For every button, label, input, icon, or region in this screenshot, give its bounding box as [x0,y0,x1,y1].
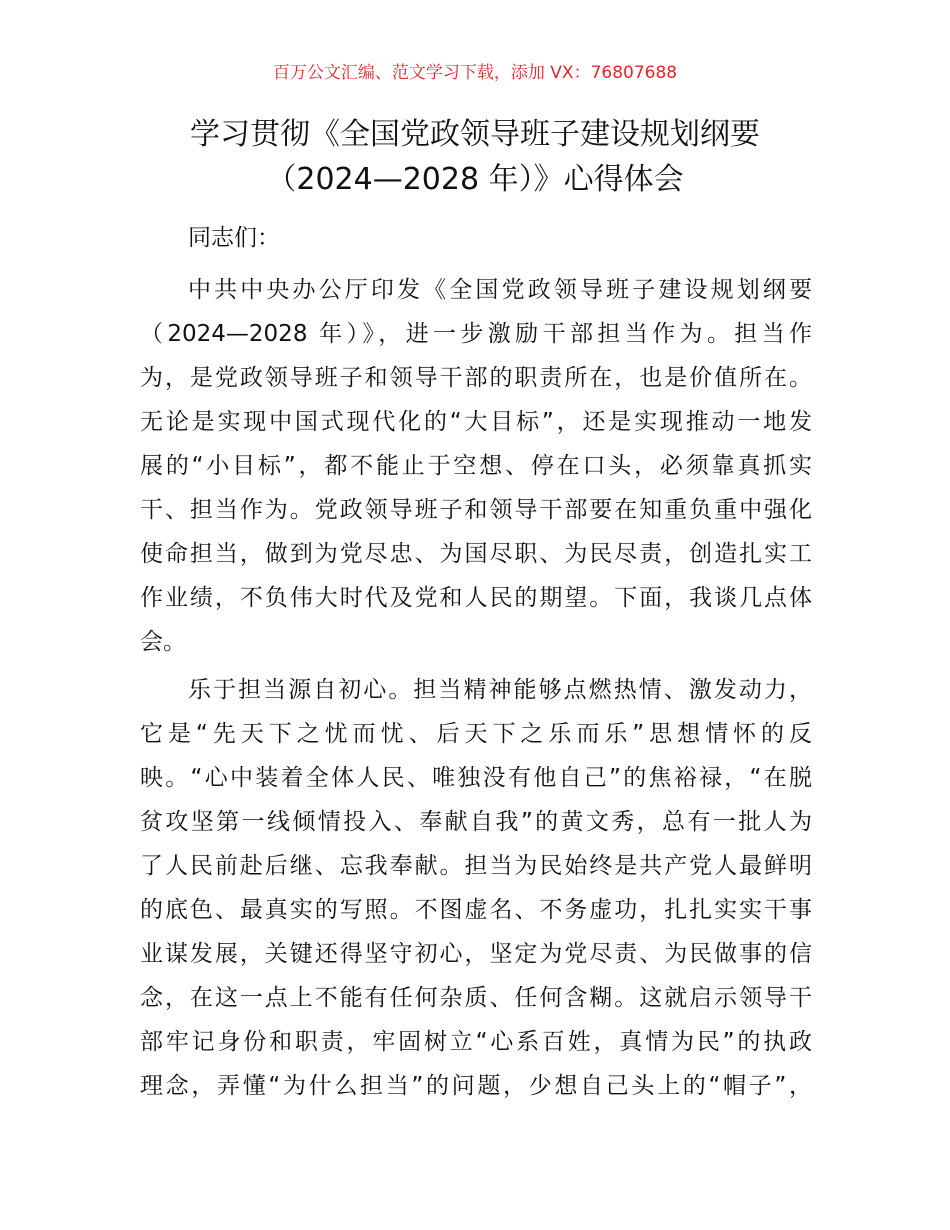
salutation: 同志们： [188,225,280,251]
paragraph-2-line: 贫攻坚第一线倾情投入、奉献自我”的黄文秀，总有一批人为 [140,809,812,835]
paragraph-1-line: 为，是党政领导班子和领导干部的职责所在，也是价值所在。 [140,365,812,391]
document-title-line-1: 学习贯彻《全国党政领导班子建设规划纲要 [190,117,760,152]
paragraph-2-line: 念，在这一点上不能有任何杂质、任何含糊。这就启示领导干 [140,985,812,1011]
paragraph-1-line: 会。 [140,629,186,655]
paragraph-2-line: 了人民前赴后继、忘我奉献。担当为民始终是共产党人最鲜明 [140,853,812,879]
paragraph-1-line: 中共中央办公厅印发《全国党政领导班子建设规划纲要 [188,277,812,303]
paragraph-1-line: （2024—2028 年）》，进一步激励干部担当作为。担当作 [140,321,812,347]
paragraph-2-line: 乐于担当源自初心。担当精神能够点燃热情、激发动力， [188,677,812,703]
paragraph-1-line: 干、担当作为。党政领导班子和领导干部要在知重负重中强化 [140,497,812,523]
paragraph-2-line: 它是“先天下之忧而忧、后天下之乐而乐”思想情怀的反 [140,721,812,747]
paragraph-1-line: 作业绩，不负伟大时代及党和人民的期望。下面，我谈几点体 [140,585,812,611]
paragraph-2-line: 的底色、最真实的写照。不图虚名、不务虚功，扎扎实实干事 [140,897,812,923]
watermark-banner: 百万公文汇编、范文学习下载，添加 VX：76807688 [272,63,678,83]
paragraph-2-line: 业谋发展，关键还得坚守初心，坚定为党尽责、为民做事的信 [140,941,812,967]
paragraph-1-line: 展的“小目标”，都不能止于空想、停在口头，必须靠真抓实 [140,453,812,479]
paragraph-1-line: 使命担当，做到为党尽忠、为国尽职、为民尽责，创造扎实工 [140,541,812,567]
paragraph-2-line: 映。“心中装着全体人民、唯独没有他自己”的焦裕禄，“在脱 [140,765,812,791]
document-title-line-2: （2024—2028 年）》心得体会 [266,162,684,197]
paragraph-2-line: 部牢记身份和职责，牢固树立“心系百姓，真情为民”的执政 [140,1029,812,1055]
paragraph-2-line: 理念，弄懂“为什么担当”的问题，少想自己头上的“帽子”， [140,1073,812,1099]
paragraph-1-line: 无论是实现中国式现代化的“大目标”，还是实现推动一地发 [140,409,812,435]
